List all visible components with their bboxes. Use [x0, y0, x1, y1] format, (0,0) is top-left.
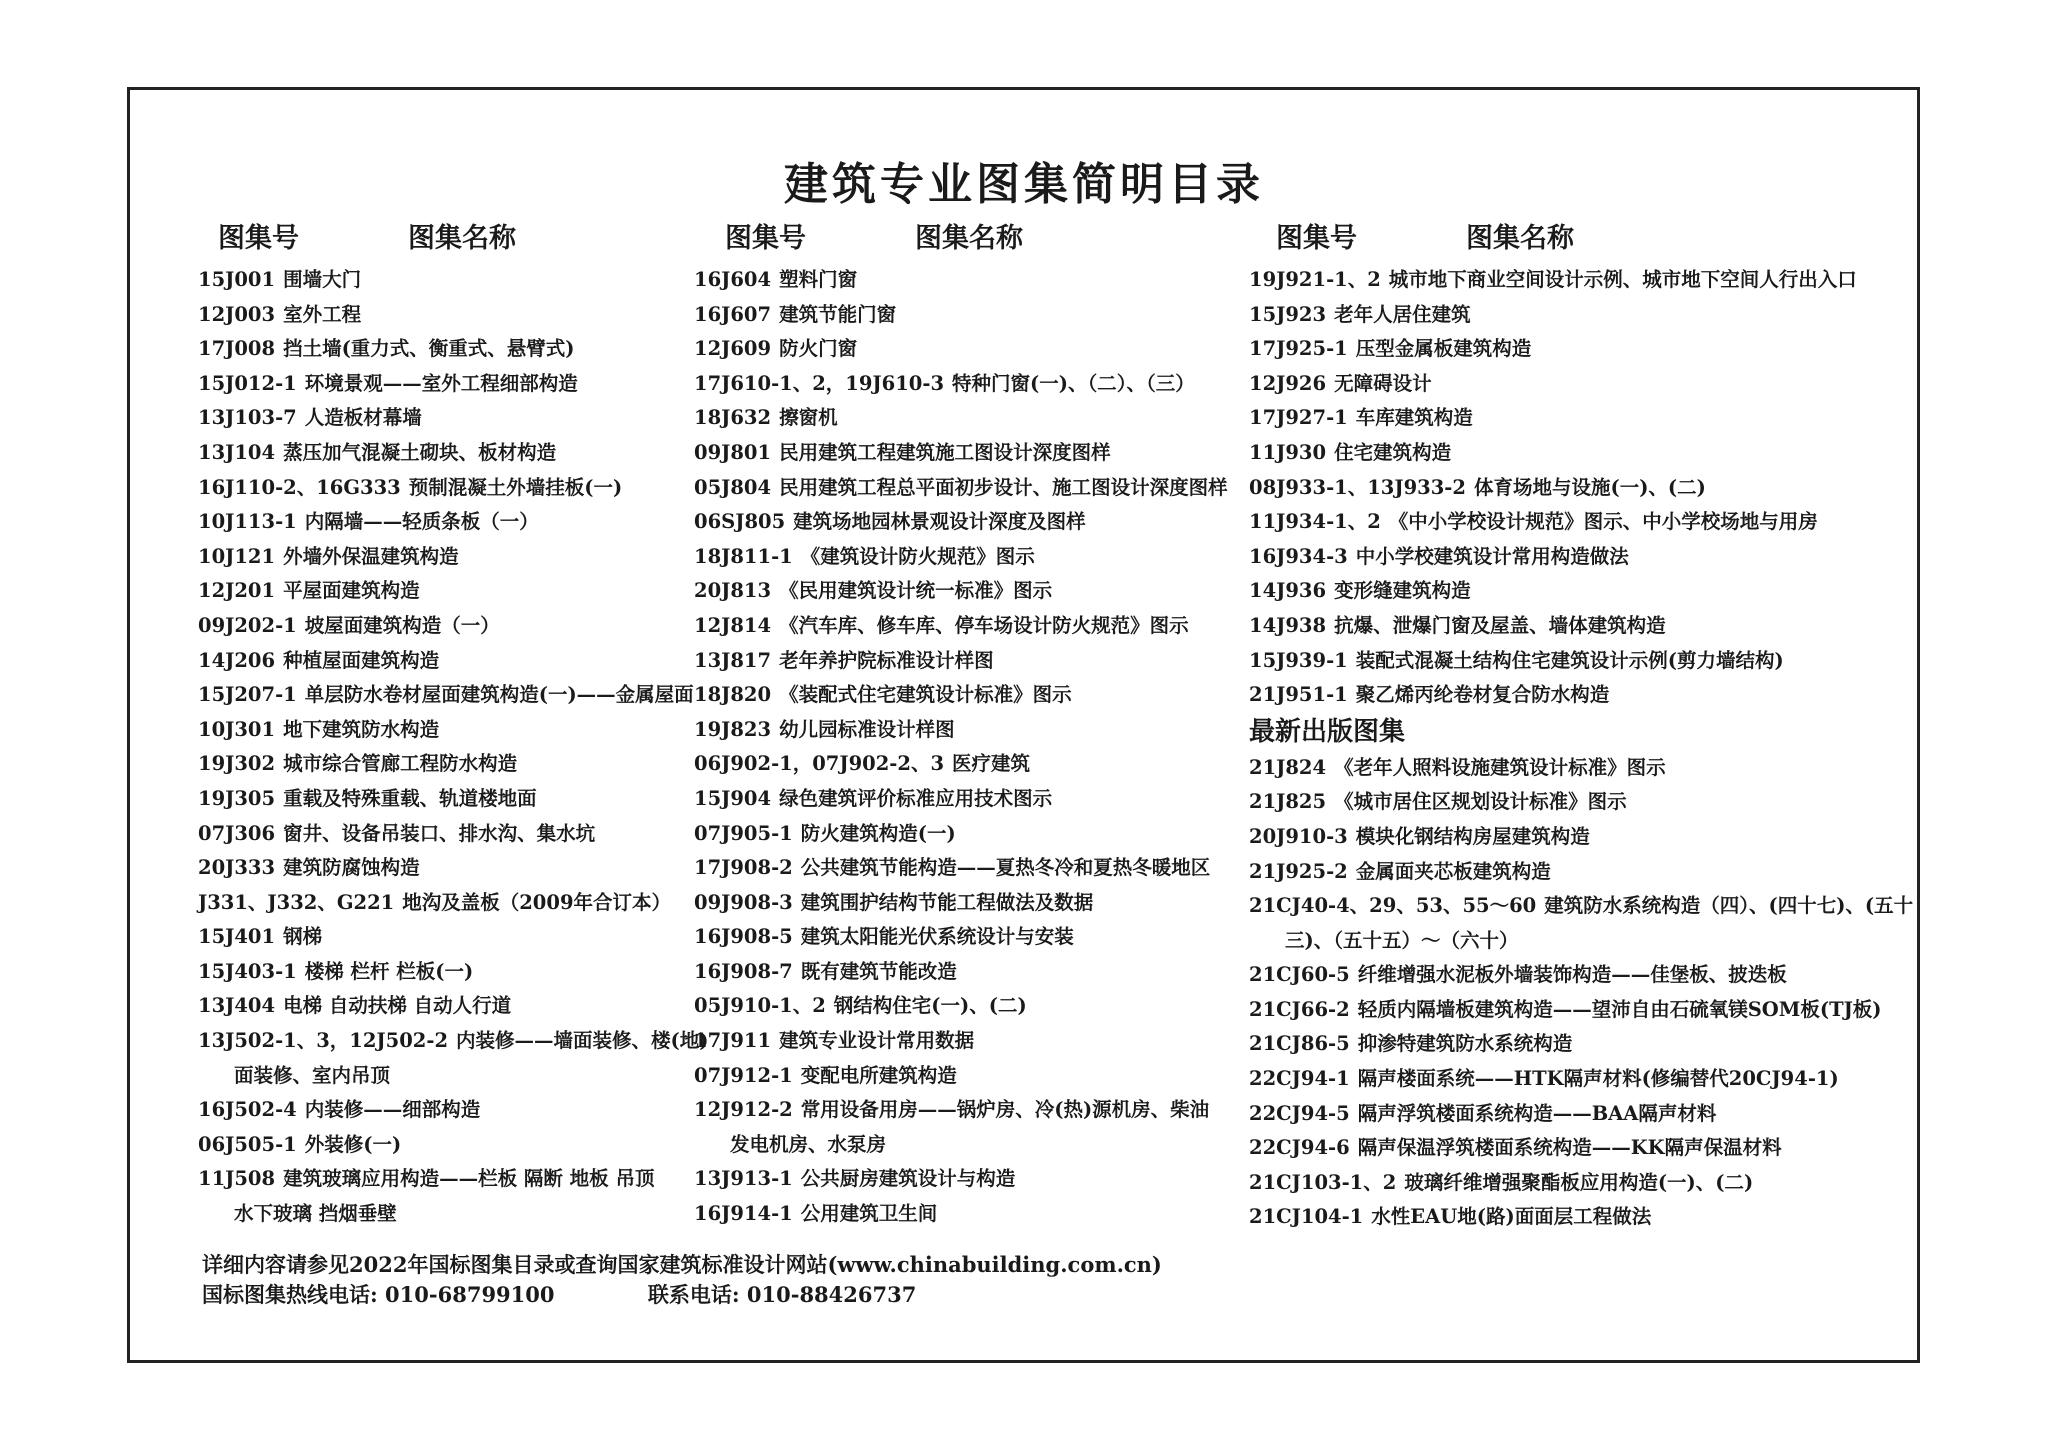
catalog-entry [198, 1093, 708, 1128]
entry-code: 21CJ104-1 [1249, 1205, 1364, 1229]
catalog-entry [694, 782, 1228, 817]
entry-name: 城市综合管廊工程防水构造 [283, 752, 518, 776]
entry-name: 幼儿园标准设计样图 [779, 717, 955, 741]
entry-code: 21J925-2 [1249, 859, 1348, 883]
entry-code: 15J923 [1249, 302, 1327, 326]
catalog-entry [1249, 1166, 1913, 1201]
entry-code: 21J825 [1249, 790, 1327, 814]
entry-code: 10J113-1 [198, 510, 297, 534]
entry-name: 老年养护院标准设计样图 [779, 648, 994, 672]
entry-code: 21CJ86-5 [1249, 1032, 1350, 1056]
entry-code: 19J302 [198, 752, 276, 776]
entry-code: 10J121 [198, 544, 276, 568]
entry-name: 钢结构住宅(一)、(二) [833, 994, 1027, 1018]
entry-code: 09J908-3 [694, 890, 793, 914]
catalog-entry [694, 644, 1228, 679]
entry-name: 聚乙烯丙纶卷材复合防水构造 [1355, 683, 1610, 707]
catalog-list-3 [1249, 263, 1913, 713]
catalog-entry [694, 505, 1228, 540]
entry-code: 13J104 [198, 440, 276, 464]
catalog-entry [694, 609, 1228, 644]
entry-name: 建筑防水系统构造（四）、(四十七)、(五十 [1544, 894, 1914, 918]
entry-name: 城市地下商业空间设计示例、城市地下空间人行出入口 [1388, 268, 1857, 291]
catalog-entry [198, 989, 708, 1024]
entry-code: 14J938 [1249, 613, 1327, 637]
entry-name: 《建筑设计防火规范》图示 [800, 544, 1035, 568]
catalog-entry [694, 298, 1228, 333]
entry-code: 13J502-1、3，12J502-2 [198, 1029, 449, 1053]
entry-name: 地沟及盖板（2009年合订本） [402, 890, 672, 914]
entry-code: 22CJ94-5 [1249, 1101, 1350, 1125]
entry-code: 16J607 [694, 302, 772, 326]
catalog-entry [694, 263, 1228, 298]
entry-code: 21J824 [1249, 755, 1327, 779]
entry-name: 变形缝建筑构造 [1334, 579, 1471, 603]
catalog-entry [1249, 505, 1913, 540]
entry-name: 既有建筑节能改造 [800, 959, 957, 983]
entry-name: 《中小学校设计规范》图示、中小学校场地与用房 [1388, 510, 1818, 534]
entry-name: 建筑防腐蚀构造 [283, 856, 420, 880]
entry-name: 车库建筑构造 [1355, 406, 1473, 430]
entry-code: 05J804 [694, 475, 772, 499]
entry-name: 内隔墙——轻质条板（一） [304, 510, 539, 534]
entry-name: 体育场地与设施(一)、(二) [1473, 475, 1706, 499]
entry-name: 蒸压加气混凝土砌块、板材构造 [283, 440, 557, 464]
header-code: 图集号 [1276, 223, 1357, 254]
catalog-entry [1249, 367, 1913, 402]
entry-name: 人造板材幕墙 [304, 406, 422, 430]
entry-name: 建筑太阳能光伏系统设计与安装 [800, 925, 1074, 949]
entry-code: 07J912-1 [694, 1063, 793, 1087]
entry-code: 15J001 [198, 268, 276, 291]
entry-code: 21CJ60-5 [1249, 963, 1350, 987]
entry-name: 隔声楼面系统——HTK隔声材料(修编替代20CJ94-1) [1357, 1067, 1839, 1091]
catalog-entry [694, 367, 1228, 402]
catalog-entry [198, 1024, 708, 1093]
entry-name: 预制混凝土外墙挂板(一) [408, 475, 623, 499]
entry-name-continued: 面装修、室内吊顶 [234, 1063, 391, 1087]
entry-name: 《汽车库、修车库、停车场设计防火规范》图示 [779, 613, 1189, 637]
entry-name: 室外工程 [283, 302, 362, 326]
catalog-column-3 [1249, 263, 1913, 1235]
catalog-entry [1249, 1097, 1913, 1132]
entry-name: 住宅建筑构造 [1334, 440, 1452, 464]
header-code: 图集号 [725, 223, 806, 254]
entry-name: 公共厨房建筑设计与构造 [800, 1167, 1016, 1191]
entry-name: 窗井、设备吊装口、排水沟、集水坑 [283, 821, 596, 845]
catalog-entry [1249, 471, 1913, 506]
contact-text: 联系电话: 010-88426737 [647, 1282, 917, 1307]
entry-code: 13J817 [694, 648, 772, 672]
column-header-1 [218, 216, 516, 255]
header-code: 图集号 [218, 223, 299, 254]
entry-code: 20J910-3 [1249, 824, 1348, 848]
entry-name: 公用建筑卫生间 [800, 1202, 938, 1226]
catalog-entry [198, 747, 708, 782]
catalog-entry [198, 955, 708, 990]
catalog-column-1 [198, 263, 708, 1232]
catalog-entry [1249, 855, 1913, 890]
entry-code: 17J008 [198, 337, 276, 361]
entry-name: 擦窗机 [779, 406, 838, 430]
catalog-entry [198, 644, 708, 679]
entry-name: 建筑专业设计常用数据 [779, 1029, 975, 1053]
entry-name: 常用设备用房——锅炉房、冷(热)源机房、柴油 [800, 1098, 1210, 1122]
catalog-entry [198, 782, 708, 817]
entry-name: 民用建筑工程总平面初步设计、施工图设计深度图样 [779, 475, 1228, 499]
catalog-entry [198, 471, 708, 506]
entry-code: 07J306 [198, 821, 276, 845]
entry-name: 挡土墙(重力式、衡重式、悬臂式) [283, 337, 575, 361]
entry-name: 建筑节能门窗 [779, 302, 897, 326]
catalog-entry [1249, 958, 1913, 993]
column-header-3 [1276, 216, 1574, 255]
entry-code: 15J403-1 [198, 959, 297, 983]
entry-name: 楼梯 栏杆 栏板(一) [304, 959, 474, 983]
entry-name: 电梯 自动扶梯 自动人行道 [283, 994, 512, 1018]
entry-code: 08J933-1、13J933-2 [1249, 475, 1466, 499]
catalog-entry [694, 989, 1228, 1024]
entry-code: 06SJ805 [694, 510, 786, 534]
entry-code: 16J502-4 [198, 1098, 297, 1122]
entry-name: 玻璃纤维增强聚酯板应用构造(一)、(二) [1404, 1170, 1754, 1194]
catalog-entry [1249, 609, 1913, 644]
entry-name: 钢梯 [283, 925, 323, 949]
entry-code: 15J207-1 [198, 683, 297, 707]
entry-name: 压型金属板建筑构造 [1355, 337, 1532, 361]
entry-name: 轻质内隔墙板建筑构造——望沛自由石硫氧镁SOM板(TJ板) [1357, 997, 1882, 1021]
header-name: 图集名称 [915, 223, 1023, 254]
entry-name: 模块化钢结构房屋建筑构造 [1355, 824, 1590, 848]
entry-code: 15J401 [198, 925, 276, 949]
entry-name: 外墙外保温建筑构造 [283, 544, 459, 568]
catalog-entry [198, 436, 708, 471]
entry-name: 建筑围护结构节能工程做法及数据 [800, 890, 1094, 914]
entry-name: 单层防水卷材屋面建筑构造(一)——金属屋面 [304, 683, 694, 707]
newest-section-title: 最新出版图集 [1249, 716, 1406, 747]
entry-name: 金属面夹芯板建筑构造 [1355, 859, 1551, 883]
catalog-entry [1249, 889, 1913, 958]
catalog-entry [694, 574, 1228, 609]
entry-name: 地下建筑防水构造 [283, 717, 440, 741]
entry-name: 围墙大门 [283, 268, 362, 291]
entry-code: 16J110-2、16G333 [198, 475, 401, 499]
entry-name: 民用建筑工程建筑施工图设计深度图样 [779, 440, 1111, 464]
hotline-text: 国标图集热线电话: 010-68799100 [202, 1282, 555, 1307]
entry-code: 17J911 [694, 1029, 772, 1053]
entry-name: 公共建筑节能构造——夏热冬冷和夏热冬暖地区 [800, 856, 1211, 880]
entry-name: 抗爆、泄爆门窗及屋盖、墙体建筑构造 [1334, 613, 1666, 637]
entry-name: 老年人居住建筑 [1334, 302, 1471, 326]
entry-code: J331、J332、G221 [198, 890, 395, 914]
entry-code: 17J927-1 [1249, 406, 1348, 430]
entry-name: 水性EAU地(路)面面层工程做法 [1371, 1205, 1652, 1229]
entry-code: 12J201 [198, 579, 276, 603]
entry-code: 16J914-1 [694, 1202, 793, 1226]
entry-code: 11J930 [1249, 440, 1327, 464]
catalog-entry [1249, 1131, 1913, 1166]
entry-name: 平屋面建筑构造 [283, 579, 420, 603]
entry-code: 05J910-1、2 [694, 994, 826, 1018]
entry-code: 09J202-1 [198, 613, 297, 637]
entry-code: 12J926 [1249, 371, 1327, 395]
catalog-entry [198, 713, 708, 748]
entry-code: 10J301 [198, 717, 276, 741]
entry-code: 07J905-1 [694, 821, 793, 845]
entry-code: 15J012-1 [198, 371, 297, 395]
catalog-entry [1249, 644, 1913, 679]
entry-code: 22CJ94-6 [1249, 1136, 1350, 1160]
entry-name: 防火建筑构造(一) [800, 821, 956, 845]
catalog-entry [694, 678, 1228, 713]
entry-name: 纤维增强水泥板外墙装饰构造——佳堡板、披迭板 [1357, 963, 1787, 987]
entry-code: 21J951-1 [1249, 683, 1348, 707]
entry-code: 12J814 [694, 613, 772, 637]
catalog-entry [694, 540, 1228, 575]
catalog-entry [198, 263, 708, 298]
entry-code: 11J508 [198, 1167, 276, 1191]
entry-name: 隔声保温浮筑楼面系统构造——KK隔声保温材料 [1357, 1136, 1782, 1160]
catalog-entry [198, 886, 708, 921]
entry-code: 18J820 [694, 683, 772, 707]
entry-code: 17J925-1 [1249, 337, 1348, 361]
catalog-entry [1249, 540, 1913, 575]
catalog-entry [198, 1128, 708, 1163]
catalog-entry [694, 1093, 1228, 1162]
entry-name: 《装配式住宅建筑设计标准》图示 [779, 683, 1072, 707]
catalog-entry [694, 886, 1228, 921]
catalog-entry [1249, 751, 1913, 786]
footer-reference: 详细内容请参见2022年国标图集目录或查询国家建筑标准设计网站(www.chinabuilding.com.cn) [202, 1252, 1162, 1277]
entry-name-continued: 三)、（五十五）～（六十） [1285, 928, 1519, 952]
entry-code: 17J610-1、2，19J610-3 [694, 371, 945, 395]
entry-name: 变配电所建筑构造 [800, 1063, 957, 1087]
entry-name-continued: 水下玻璃 挡烟垂壁 [234, 1202, 397, 1226]
catalog-entry [198, 817, 708, 852]
entry-name: 装配式混凝土结构住宅建筑设计示例(剪力墙结构) [1355, 648, 1784, 672]
entry-name: 《城市居住区规划设计标准》图示 [1334, 790, 1627, 814]
entry-code: 17J908-2 [694, 856, 793, 880]
entry-code: 06J902-1，07J902-2、3 [694, 752, 945, 776]
catalog-entry [694, 1197, 1228, 1232]
catalog-entry [198, 1162, 708, 1231]
catalog-entry [694, 747, 1228, 782]
catalog-entry [198, 540, 708, 575]
newest-list [1249, 751, 1913, 1235]
header-name: 图集名称 [408, 223, 516, 254]
catalog-entry [198, 678, 708, 713]
catalog-entry [198, 920, 708, 955]
header-name: 图集名称 [1466, 223, 1574, 254]
entry-code: 19J823 [694, 717, 772, 741]
entry-name: 《民用建筑设计统一标准》图示 [779, 579, 1053, 603]
entry-code: 21CJ40-4、29、53、55～60 [1249, 894, 1537, 918]
catalog-entry [198, 367, 708, 402]
entry-code: 14J206 [198, 648, 276, 672]
catalog-entry [1249, 785, 1913, 820]
catalog-entry [694, 955, 1228, 990]
entry-name: 抑渗特建筑防水系统构造 [1357, 1032, 1573, 1056]
entry-name: 医疗建筑 [952, 752, 1031, 776]
catalog-entry [1249, 263, 1913, 298]
catalog-entry [1249, 298, 1913, 333]
catalog-column-2 [694, 263, 1228, 1232]
entry-name: 隔声浮筑楼面系统构造——BAA隔声材料 [1357, 1101, 1717, 1125]
entry-name: 内装修——细部构造 [304, 1098, 481, 1122]
catalog-entry [694, 920, 1228, 955]
catalog-entry [694, 471, 1228, 506]
entry-name: 重载及特殊重载、轨道楼地面 [283, 786, 537, 810]
catalog-entry [694, 1162, 1228, 1197]
entry-code: 16J604 [694, 268, 772, 291]
entry-code: 12J912-2 [694, 1098, 793, 1122]
entry-name: 《老年人照料设施建筑设计标准》图示 [1334, 755, 1666, 779]
entry-name: 内装修——墙面装修、楼(地) [456, 1029, 709, 1053]
catalog-entry [198, 401, 708, 436]
entry-code: 19J921-1、2 [1249, 268, 1381, 291]
catalog-entry [694, 1059, 1228, 1094]
entry-code: 14J936 [1249, 579, 1327, 603]
catalog-entry [1249, 820, 1913, 855]
catalog-entry [1249, 574, 1913, 609]
entry-name: 防火门窗 [779, 337, 858, 361]
entry-name: 外装修(一) [304, 1132, 402, 1156]
entry-code: 18J811-1 [694, 544, 793, 568]
catalog-entry [1249, 1027, 1913, 1062]
entry-code: 16J908-5 [694, 925, 793, 949]
catalog-entry [694, 1024, 1228, 1059]
catalog-entry [198, 609, 708, 644]
catalog-entry [694, 817, 1228, 852]
entry-name: 建筑玻璃应用构造——栏板 隔断 地板 吊顶 [283, 1167, 655, 1191]
catalog-entry [1249, 436, 1913, 471]
entry-code: 20J333 [198, 856, 276, 880]
catalog-entry [1249, 332, 1913, 367]
entry-code: 13J913-1 [694, 1167, 793, 1191]
catalog-entry [1249, 401, 1913, 436]
entry-code: 19J305 [198, 786, 276, 810]
catalog-entry [694, 436, 1228, 471]
catalog-entry [198, 332, 708, 367]
entry-name: 塑料门窗 [779, 268, 858, 291]
catalog-entry [1249, 678, 1913, 713]
entry-name: 环境景观——室外工程细部构造 [304, 371, 578, 395]
entry-code: 15J904 [694, 786, 772, 810]
catalog-entry [1249, 1062, 1913, 1097]
entry-name: 无障碍设计 [1334, 371, 1432, 395]
entry-code: 12J003 [198, 302, 276, 326]
entry-name: 特种门窗(一)、（二）、（三） [952, 371, 1195, 395]
entry-code: 06J505-1 [198, 1132, 297, 1156]
catalog-entry [694, 401, 1228, 436]
footer-phones [202, 1280, 1162, 1310]
entry-code: 20J813 [694, 579, 772, 603]
entry-code: 16J908-7 [694, 959, 793, 983]
catalog-entry [198, 851, 708, 886]
entry-code: 15J939-1 [1249, 648, 1348, 672]
entry-name: 种植屋面建筑构造 [283, 648, 440, 672]
entry-name: 绿色建筑评价标准应用技术图示 [779, 786, 1053, 810]
entry-name: 坡屋面建筑构造（一） [304, 613, 500, 637]
page-title: 建筑专业图集简明目录 [784, 159, 1264, 210]
footer [202, 1250, 1162, 1310]
entry-code: 13J404 [198, 994, 276, 1018]
entry-code: 16J934-3 [1249, 544, 1348, 568]
entry-code: 11J934-1、2 [1249, 510, 1381, 534]
catalog-entry [198, 298, 708, 333]
catalog-entry [1249, 993, 1913, 1028]
entry-code: 21CJ103-1、2 [1249, 1170, 1397, 1194]
catalog-entry [198, 505, 708, 540]
entry-code: 12J609 [694, 337, 772, 361]
entry-code: 09J801 [694, 440, 772, 464]
entry-code: 18J632 [694, 406, 772, 430]
catalog-entry [694, 713, 1228, 748]
entry-code: 21CJ66-2 [1249, 997, 1350, 1021]
catalog-entry [694, 332, 1228, 367]
catalog-entry [694, 851, 1228, 886]
entry-name: 中小学校建筑设计常用构造做法 [1355, 544, 1629, 568]
entry-name: 建筑场地园林景观设计深度及图样 [793, 510, 1086, 534]
catalog-entry [198, 574, 708, 609]
entry-code: 22CJ94-1 [1249, 1067, 1350, 1091]
catalog-entry [1249, 1200, 1913, 1235]
column-header-2 [725, 216, 1023, 255]
entry-name-continued: 发电机房、水泵房 [730, 1132, 887, 1156]
entry-code: 13J103-7 [198, 406, 297, 430]
